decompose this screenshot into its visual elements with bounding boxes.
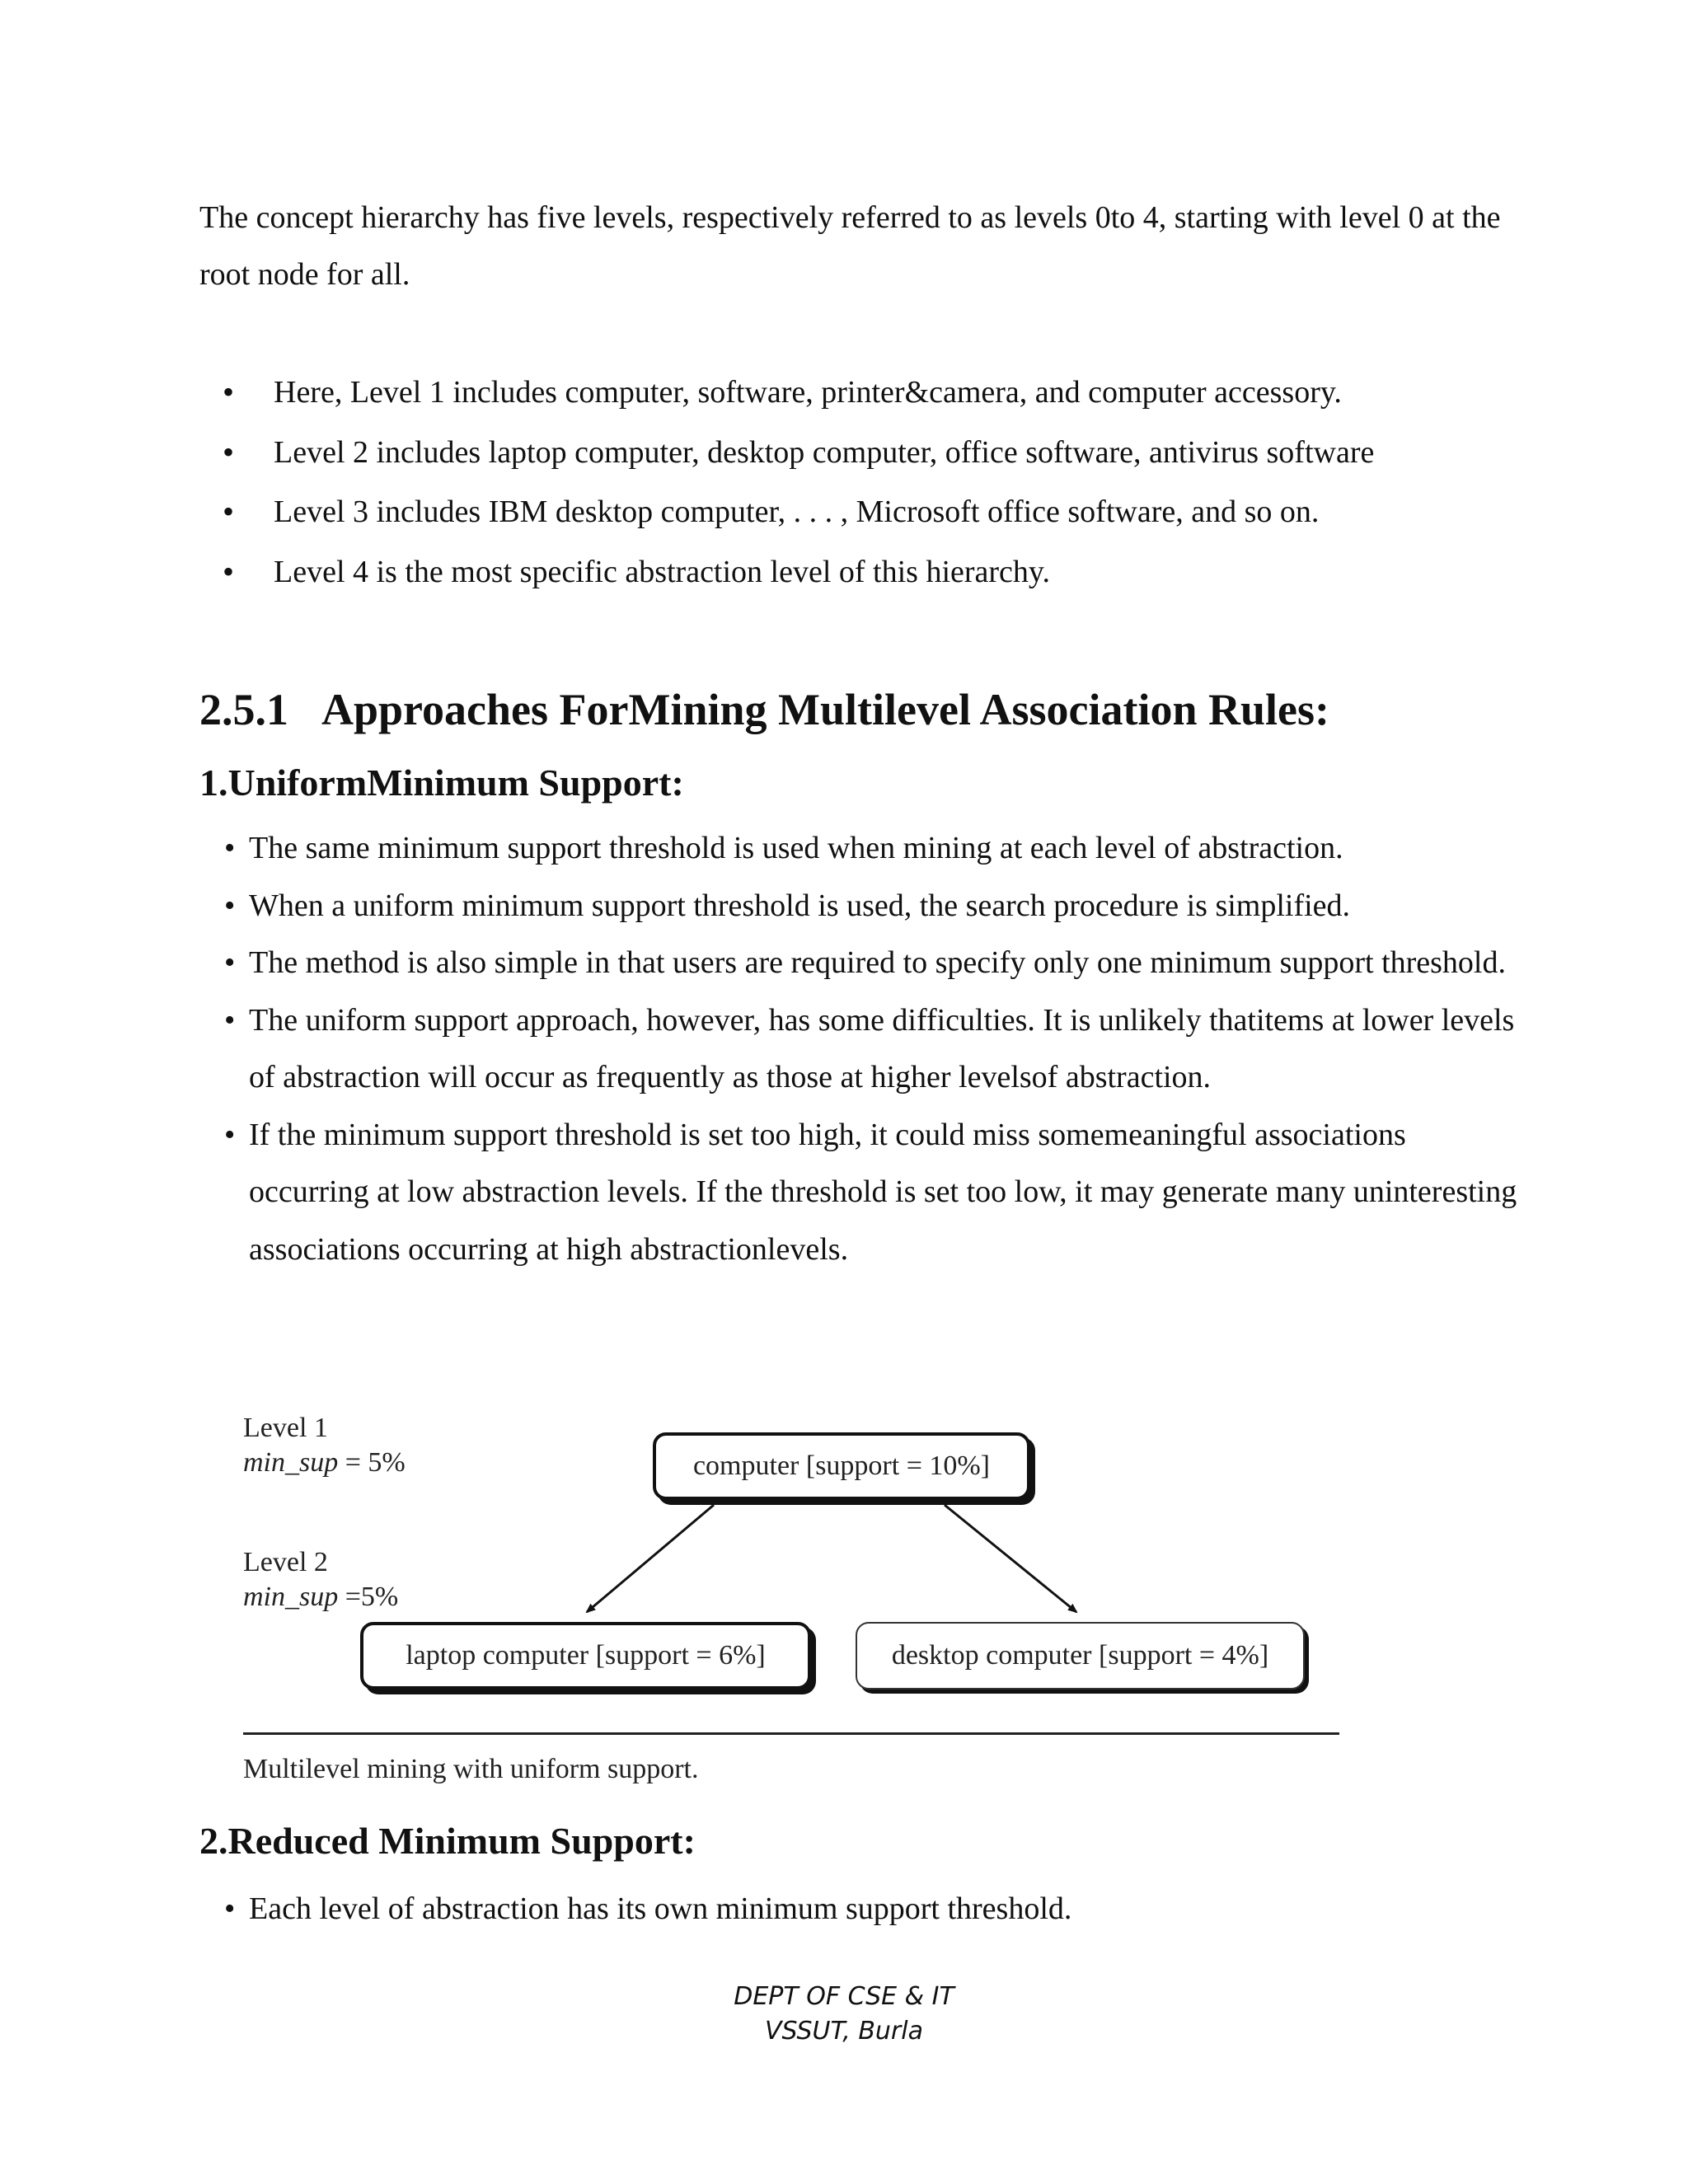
caption-rule <box>243 1732 1339 1735</box>
section-heading <box>199 681 1329 738</box>
intro-paragraph: The concept hierarchy has five levels, respectively referred to as levels 0to 4, starting with level 0 at the root node for all. <box>199 200 1501 292</box>
level-1-min-sup-label: min_sup <box>243 1447 339 1478</box>
list-item: • Here, Level 1 includes computer, software, printer&camera, and computer accessory. <box>199 363 1518 423</box>
edge-to-laptop <box>587 1505 714 1612</box>
list-item: • Each level of abstraction has its own minimum support threshold. <box>199 1881 1526 1938</box>
list-item: • When a uniform minimum support threshold is used, the search procedure is simplified. <box>199 878 1526 935</box>
list-item: • The uniform support approach, however, has some difficulties. It is unlikely thatitems at lower levels of abstraction will occur as frequently as those at higher levelsof abstraction. <box>199 992 1526 1107</box>
level-2-min-sup-value: =5% <box>345 1582 399 1612</box>
laptop-node: laptop computer [support = 6%] <box>360 1622 811 1690</box>
figure-caption: Multilevel mining with uniform support. <box>243 1754 699 1784</box>
reduced-support-list <box>199 1881 1526 1938</box>
level-1-min-sup-value: = 5% <box>345 1447 406 1478</box>
level-2-name: Level 2 <box>243 1547 328 1577</box>
footer-institution: VSSUT, Burla <box>765 2017 923 2046</box>
levels-list <box>199 363 1518 602</box>
list-item: • The method is also simple in that users are required to specify only one minimum support threshold. <box>199 935 1526 992</box>
uniform-support-list <box>199 820 1526 1278</box>
list-item: • Level 4 is the most specific abstraction level of this hierarchy. <box>199 542 1518 602</box>
section-title: Approaches ForMining Multilevel Association Rules: <box>321 685 1329 734</box>
list-item: • Level 2 includes laptop computer, desktop computer, office software, antivirus software <box>199 423 1518 483</box>
list-item: • If the minimum support threshold is set too high, it could miss somemeaningful associations occurring at low abstraction levels. If the threshold is set too low, it may generate many uninteresting associations occurring at high abstractionlevels. <box>199 1107 1526 1279</box>
list-item: • Level 3 includes IBM desktop computer, . . . , Microsoft office software, and so on. <box>199 482 1518 542</box>
edge-to-desktop <box>945 1505 1076 1612</box>
reduced-support-heading: 2.Reduced Minimum Support: <box>199 1820 696 1862</box>
uniform-support-figure <box>231 1401 1352 1797</box>
section-number: 2.5.1 <box>199 685 288 734</box>
level-2-min-sup-label: min_sup <box>243 1582 339 1612</box>
desktop-node: desktop computer [support = 4%] <box>856 1622 1305 1690</box>
root-node: computer [support = 10%] <box>653 1432 1030 1500</box>
footer-department: DEPT OF CSE & IT <box>734 1982 954 2011</box>
level-1-name: Level 1 <box>243 1413 328 1443</box>
list-item: • The same minimum support threshold is used when mining at each level of abstraction. <box>199 820 1526 878</box>
uniform-support-heading: 1.UniformMinimum Support: <box>199 762 684 804</box>
